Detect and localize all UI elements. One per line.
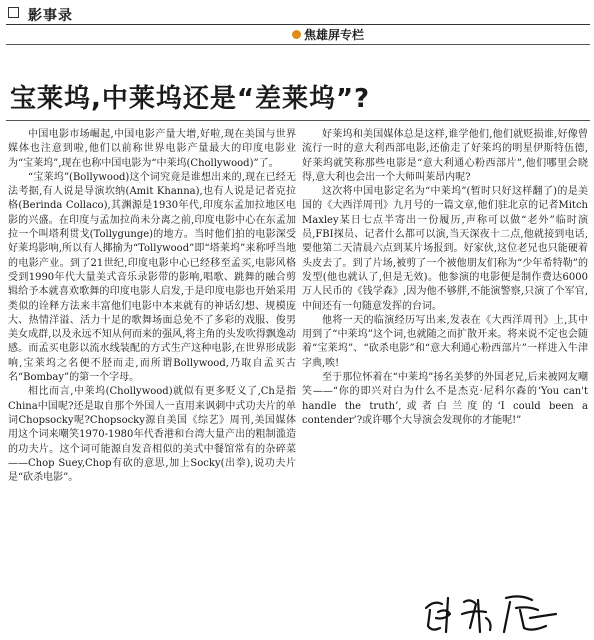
header-box-icon <box>8 7 19 18</box>
byline-dot-icon <box>292 30 301 39</box>
article-paragraph: 中国电影市场崛起,中国电影产量大增,好啦,现在美国与世界媒体也注意到啦,他们以前称世界电影产量最大的印度电影业为“宝莱坞”,现在也称中国电影为“中莱坞(Chollywood)”了。 <box>8 129 296 169</box>
article-title: 宝莱坞,中莱坞还是“差莱坞”? <box>10 84 371 114</box>
column-byline <box>292 26 364 43</box>
byline-text: 焦雄屏专栏 <box>303 28 364 42</box>
article-paragraph: 好莱坞和美国媒体总是这样,谁学他们,他们就贬损谁,好像曾流行一时的意大利西部电影,还偷走了好莱坞的明星伊斯特伍德,好莱坞就笑称那些电影是“意大利通心粉西部片”,他们哪里会晓得,意大利也会出一个大师叫莱昂内呢? <box>302 129 588 183</box>
article-paragraph: 至于那位怀着在“中莱坞”扬名美梦的外国老兄,后来被网友嘲笑——“你的即兴对白为什么不是杰克·尼科尔森的‘You can't handle the truth’,或者白兰度的‘I could been a contender’?或许哪个大导演会发现你的才能呢!” <box>302 372 588 426</box>
title-divider <box>6 120 590 121</box>
author-signature <box>420 588 570 636</box>
article-paragraph: 相比而言,中莱坞(Chollywood)就似有更多贬义了,Ch是指China中国呢?还是取自那个外国人一直用来讽刺中式功夫片的单词Chopsocky呢?Chopsocky源自美国《综艺》周刊,美国媒体用这个词来嘲笑1970-1980年代香港和台湾大量产出的粗制滥造的功夫片。这个词可能源自发音相似的美式中餐馆常有的杂碎菜——Chop Suey,Chop有砍的意思,加上Socky(出拳),说功夫片是“砍杀电影”。 <box>8 386 296 484</box>
section-title: 影事录 <box>28 8 73 24</box>
article-left-column <box>8 128 296 634</box>
article-paragraph: 这次将中国电影定名为“中莱坞”(暂时只好这样翻了)的是美国的《大西洋周刊》九月号的一篇文章,他们驻北京的记者Mitch Maxley某日七点半寄出一份履历,声称可以做“老外”临时演员,FBI探员、记者什么都可以演,当天深夜十二点,他就接到电话,要他第二天清晨六点到某片场报到。好家伙,这位老兄也只能硬着头皮去了。到了片场,被剪了一个被他朋友们称为“少年希特勒”的发型(他也就认了,但是无效)。他参演的电影便是制作费达6000万人民币的《钱学森》,因为他不够胖,不能演警察,只演了个军官,中间还有一句随意发挥的台词。 <box>302 186 588 312</box>
top-divider <box>6 44 590 45</box>
article-right-column <box>302 128 588 578</box>
article-paragraph: 他将一天的临演经历写出来,发表在《大西洋周刊》上,其中用到了“中莱坞”这个词,也就随之而扩散开来。将来说不定也会随着“宝莱坞”、“砍杀电影”和“意大利通心粉西部片”一样进入牛津字典,唉! <box>302 314 588 369</box>
article-paragraph: “宝莱坞”(Bollywood)这个词究竟是谁想出来的,现在已经无法考据,有人说是导演坎纳(Amit Khanna),也有人说是记者克拉格(Berinda Collaco),其渊源是1930年代,印度东孟加拉地区电影的兴盛。在印度与孟加拉尚未分离之前,印度电影中心在东孟加拉一个叫塔利贯戈(Tollygunge)的地方。当时他们拍的电影深受好莱坞影响,所以有人揶揄为“Tollywood”即“塔莱坞”来称呼当地的电影产业。到了21世纪,印度电影中心已经移至孟买,电影风格受到1990年代大量美式音乐录影带的影响,唱歌、跳舞的融合剪辑给予本就喜欢歌舞的印度电影人启发,于是印度电影也开始采用类似的诠释方法来丰富他们电影中本来就有的神话幻想、规模庞大、热情洋溢、活力十足的歌舞场面总免不了多彩的戏服、俊男美女成群,以及永远不知从何而来的强风,将主角的头发吹得飘逸动感。而孟买电影以流水线装配的方式生产这种电影,在世界形成影响,宝莱坞之名便不胫而走,而所谓Bollywood,乃取自孟买古名“Bombay”的第一个字母。 <box>8 171 296 384</box>
page-header <box>6 4 590 25</box>
